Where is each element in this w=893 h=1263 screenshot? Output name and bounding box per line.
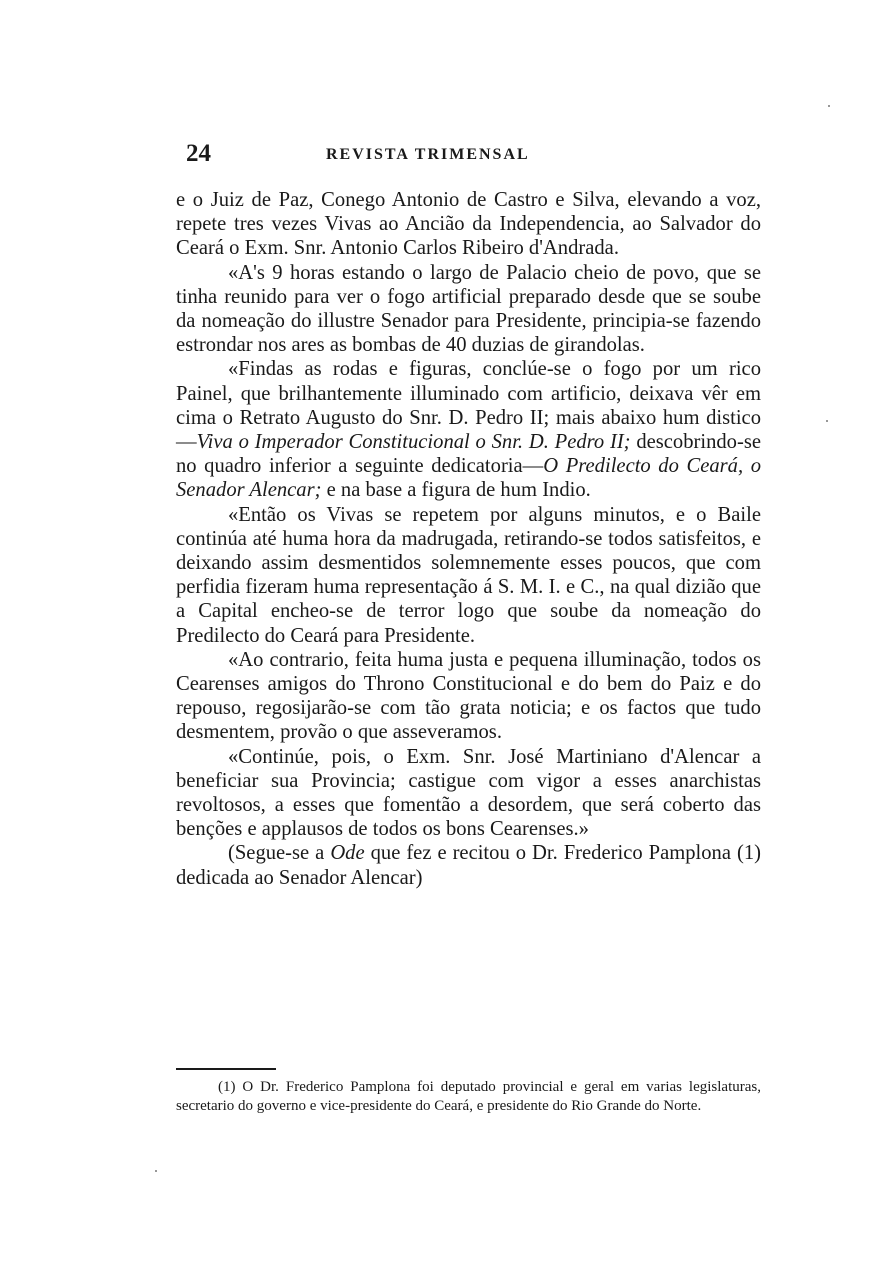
ode-word: Ode [330, 842, 365, 865]
page-number: 24 [186, 140, 211, 167]
paragraph-3-text: «Findas as rodas e figuras, conclúe-se o fogo por um rico Painel, que brilhantemente illuminado com artificio, deixava vêr em cima o Retrato Augusto do Snr. D. Pedro II; mais abaixo hum distico— [176, 358, 761, 454]
scan-speck [155, 1170, 157, 1172]
paragraph-6: «Continúe, pois, o Exm. Snr. José Martiniano d'Alencar a beneficiar sua Provincia; castigue com vigor a esses anarchistas revoltosos, a esses que fomentão a desordem, que será coberto das benções e applausos de todos os bons Cearenses.» [176, 745, 761, 841]
footnote-divider [176, 1068, 276, 1070]
running-head: REVISTA TRIMENSAL [326, 146, 530, 163]
scan-speck [828, 105, 830, 107]
footnote: (1) O Dr. Frederico Pamplona foi deputado provincial e geral em varias legislaturas, secretario do governo e vice-presidente do Ceará, e presidente do Rio Grande do Norte. [176, 1079, 761, 1114]
paragraph-3-end: e na base a figura de hum Indio. [321, 479, 591, 502]
paragraph-3-continued: descobrindo-se no quadro inferior a seguinte dedicatoria— [176, 431, 761, 478]
body-text [176, 188, 761, 890]
paragraph-2: «A's 9 horas estando o largo de Palacio cheio de povo, que se tinha reunido para ver o fogo artificial preparado desde que se soube da nomeação do illustre Senador para Presidente, principia-se fazendo estrondar nos ares as bombas de 40 duzias de girandolas. [176, 261, 761, 357]
paragraph-3 [176, 357, 761, 502]
paragraph-7 [176, 841, 761, 889]
motto-text: Viva o Imperador Constitucional o Snr. D. Pedro II; [196, 431, 631, 454]
paragraph-1: e o Juiz de Paz, Conego Antonio de Castro e Silva, elevando a voz, repete tres vezes Vivas ao Ancião da Independencia, ao Salvador do Ceará o Exm. Snr. Antonio Carlos Ribeiro d'Andrada. [176, 189, 761, 260]
scan-speck [826, 420, 828, 422]
paragraph-7-start: (Segue-se a [228, 842, 325, 865]
dedication-text: O Predilecto do Ceará, o Senador Alencar; [176, 455, 761, 502]
paragraph-7-end: que fez e recitou o Dr. Frederico Pamplona (1) dedicada ao Senador Alencar) [176, 842, 761, 889]
page-header [176, 140, 761, 180]
paragraph-4: «Então os Vivas se repetem por alguns minutos, e o Baile continúa até huma hora da madrugada, retirando-se todos satisfeitos, e deixando assim desmentidos solemnemente esses poucos, que com perfidia fizeram huma representação á S. M. I. e C., na qual dizião que a Capital encheo-se de terror logo que soube da nomeação do Predilecto do Ceará para Presidente. [176, 503, 761, 647]
paragraph-5: «Ao contrario, feita huma justa e pequena illuminação, todos os Cearenses amigos do Throno Constitucional e do bem do Paiz e do repouso, regosijarão-se com tão grata noticia; e os factos que tudo desmentem, provão o que asseveramos. [176, 648, 761, 744]
